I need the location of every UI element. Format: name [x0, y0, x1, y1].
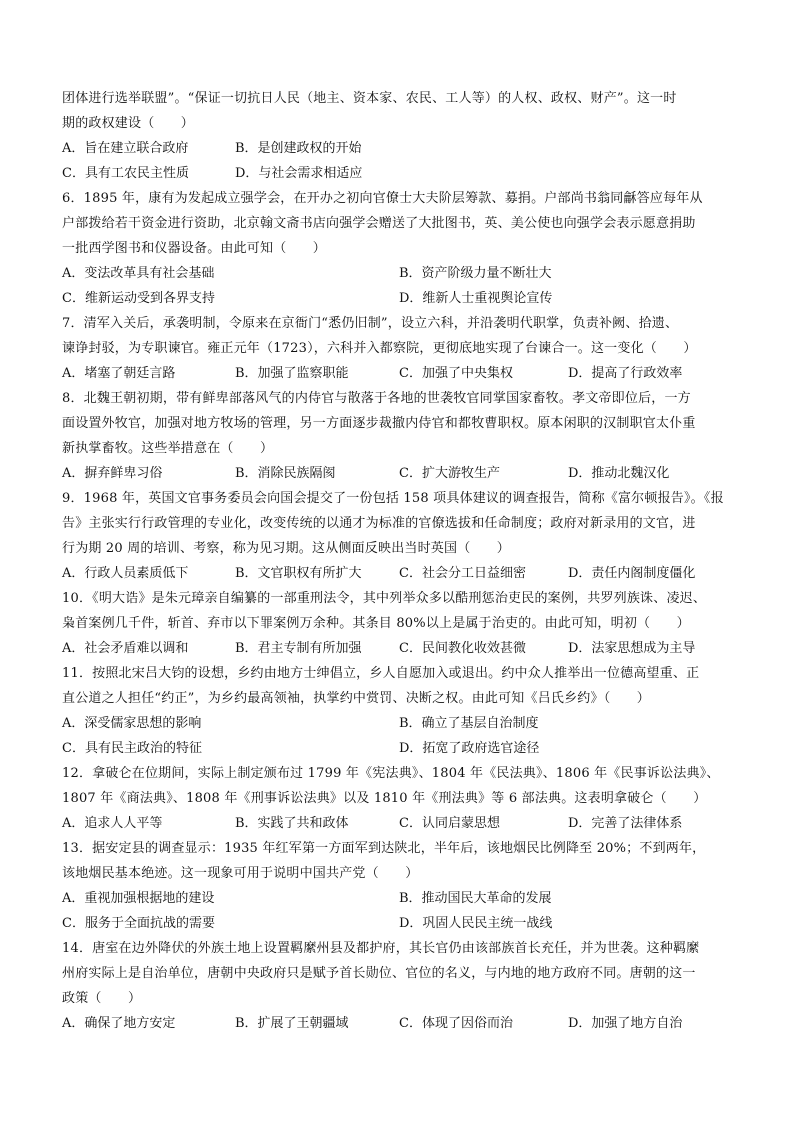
option-a[interactable]: A．追求人人平等: [62, 816, 163, 831]
option-row: [62, 636, 742, 661]
option-b[interactable]: B．是创建政权的开始: [235, 141, 362, 156]
option-b[interactable]: B．扩展了王朝疆域: [235, 1016, 349, 1031]
question-6: [62, 186, 742, 311]
option-a[interactable]: A．堵塞了朝廷言路: [62, 366, 176, 381]
option-row: [62, 711, 742, 736]
option-row: [62, 136, 742, 161]
option-b[interactable]: B．文官职权有所扩大: [235, 566, 362, 581]
option-row: [62, 361, 742, 386]
question-text-line: 期的政权建设（ ）: [62, 116, 195, 131]
question-text-line: 告》主张实行行政管理的专业化，改变传统的以通才为标准的官僚选拔和任命制度；政府对新录用的文官，进: [62, 516, 696, 531]
option-d[interactable]: D．与社会需求相适应: [235, 166, 363, 181]
question-7: [62, 311, 742, 386]
option-a[interactable]: A．确保了地方安定: [62, 1016, 176, 1031]
option-d[interactable]: D．拓宽了政府选官途径: [399, 741, 540, 756]
question-text-line: 9．1968 年，英国文官事务委员会向国会提交了一份包括 158 项具体建议的调查报告，简称《富尔顿报告》。《报: [62, 491, 724, 506]
question-text-line: 11．按照北宋吕大钧的设想，乡约由地方士绅倡立，乡人自愿加入或退出。约中众人推举出一位德高望重、正: [62, 666, 700, 681]
option-d[interactable]: D．完善了法律体系: [568, 816, 683, 831]
option-c[interactable]: C．民间教化收效甚微: [399, 641, 526, 656]
option-c[interactable]: C．维新运动受到各界支持: [62, 291, 215, 306]
option-row: [62, 911, 742, 936]
option-a[interactable]: A．深受儒家思想的影响: [62, 716, 202, 731]
option-a[interactable]: A．变法改革具有社会基础: [62, 266, 215, 281]
question-text-line: 12．拿破仑在位期间，实际上制定颁布过 1799 年《宪法典》、1804 年《民法典》、1806 年《民事诉讼法典》、: [62, 766, 720, 781]
option-row: [62, 811, 742, 836]
option-d[interactable]: D．维新人士重视舆论宣传: [399, 291, 553, 306]
question-text-line: 枭首案例几千件，斩首、弃市以下罪案例万余种。其条目 80%以上是属于治吏的。由此可知，明初（ ）: [62, 616, 690, 631]
option-d[interactable]: D．加强了地方自治: [568, 1016, 683, 1031]
option-b[interactable]: B．资产阶级力量不断壮大: [399, 266, 552, 281]
question-14: [62, 936, 742, 1036]
question-text-line: 直公道之人担任“约正”，为乡约最高领袖，执掌约中赏罚、决断之权。由此可知《吕氏乡约》（ ）: [62, 691, 650, 706]
option-b[interactable]: B．加强了监察职能: [235, 366, 349, 381]
exam-page: [62, 86, 742, 1036]
question-text-line: 6．1895 年，康有为发起成立强学会，在开办之初向官僚士大夫阶层筹款、募捐。户部尚书翁同龢答应每年从: [62, 191, 703, 206]
question-text-line: 新执掌畜牧。这些举措意在（ ）: [62, 441, 274, 456]
question-text-line: 10．《明大诰》是朱元璋亲自编纂的一部重刑法令，其中列举众多以酷刑惩治吏民的案例，共罗列族诛、凌迟、: [62, 591, 707, 606]
option-d[interactable]: D．责任内阁制度僵化: [568, 566, 696, 581]
option-row: [62, 886, 742, 911]
option-c[interactable]: C．扩大游牧生产: [399, 466, 500, 481]
option-c[interactable]: C．具有工农民主性质: [62, 166, 189, 181]
question-text-line: 1807 年《商法典》、1808 年《刑事诉讼法典》以及 1810 年《刑法典》等 6 部法典。这表明拿破仑（ ）: [62, 791, 707, 806]
option-d[interactable]: D．提高了行政效率: [568, 366, 683, 381]
question-11: [62, 661, 742, 761]
option-row: [62, 286, 742, 311]
option-d[interactable]: D．推动北魏汉化: [568, 466, 670, 481]
option-c[interactable]: C．具有民主政治的特征: [62, 741, 202, 756]
option-row: [62, 261, 742, 286]
question-12: [62, 761, 742, 836]
option-a[interactable]: A．社会矛盾难以调和: [62, 641, 189, 656]
question-text-line: 13．据安定县的调查显示：1935 年红军第一方面军到达陕北，半年后，该地烟民比例降至 20%；不到两年，: [62, 841, 706, 856]
question-text-line: 8．北魏王朝初期，带有鲜卑部落风气的内侍官与散落于各地的世袭牧官同掌国家畜牧。孝文帝即位后，一方: [62, 391, 691, 406]
option-c[interactable]: C．认同启蒙思想: [399, 816, 500, 831]
option-b[interactable]: B．推动国民大革命的发展: [399, 891, 552, 906]
question-text-line: 州府实际上是自治单位，唐朝中央政府只是赋予首长勋位、官位的名义，与内地的地方政府不同。唐朝的这一: [62, 966, 696, 981]
question-text-line: 谏诤封驳，为专职谏官。雍正元年（1723），六科并入都察院，更彻底地实现了台谏合一。这一变化（ ）: [62, 341, 697, 356]
question-text-line: 一批西学图书和仪器设备。由此可知（ ）: [62, 241, 327, 256]
option-a[interactable]: A．摒弃鲜卑习俗: [62, 466, 163, 481]
option-b[interactable]: B．确立了基层自治制度: [399, 716, 539, 731]
question-13: [62, 836, 742, 936]
question-text-line: 团体进行选举联盟”。“保证一切抗日人民（地主、资本家、农民、工人等）的人权、政权、财产”。这一时: [62, 91, 677, 106]
option-a[interactable]: A．行政人员素质低下: [62, 566, 189, 581]
option-a[interactable]: A．重视加强根据地的建设: [62, 891, 215, 906]
option-d[interactable]: D．法家思想成为主导: [568, 641, 696, 656]
question-text-line: 14．唐室在边外降伏的外族土地上设置羁縻州县及都护府，其长官仍由该部族首长充任，并为世袭。这种羁縻: [62, 941, 700, 956]
option-row: [62, 161, 742, 186]
option-row: [62, 1011, 742, 1036]
option-b[interactable]: B．实践了共和政体: [235, 816, 349, 831]
option-row: [62, 561, 742, 586]
question-text-line: 政策（ ）: [62, 991, 142, 1006]
question-5-continued: [62, 86, 742, 186]
question-text-line: 该地烟民基本绝迹。这一现象可用于说明中国共产党（ ）: [62, 866, 419, 881]
question-text-line: 行为期 20 周的培训、考察，称为见习期。这从侧面反映出当时英国（ ）: [62, 541, 511, 556]
option-b[interactable]: B．消除民族隔阂: [235, 466, 336, 481]
question-10: [62, 586, 742, 661]
option-row: [62, 736, 742, 761]
option-c[interactable]: C．体现了因俗而治: [399, 1016, 513, 1031]
option-a[interactable]: A．旨在建立联合政府: [62, 141, 189, 156]
question-text-line: 面设置外牧官，加强对地方牧场的管理，另一方面逐步裁撤内侍官和都牧曹职权。原本闲职的汉制职官太仆重: [62, 416, 696, 431]
question-9: [62, 486, 742, 586]
question-8: [62, 386, 742, 486]
option-c[interactable]: C．服务于全面抗战的需要: [62, 916, 215, 931]
question-text-line: 7．清军入关后，承袭明制，令原来在京衙门“悉仍旧制”，设立六科，并沿袭明代职掌，负责补阙、拾遗、: [62, 316, 679, 331]
option-c[interactable]: C．社会分工日益细密: [399, 566, 526, 581]
option-d[interactable]: D．巩固人民民主统一战线: [399, 916, 553, 931]
question-text-line: 户部拨给若干资金进行资助，北京翰文斋书店向强学会赠送了大批图书，英、美公使也向强学会表示愿意捐助: [62, 216, 696, 231]
option-row: [62, 461, 742, 486]
option-b[interactable]: B．君主专制有所加强: [235, 641, 362, 656]
option-c[interactable]: C．加强了中央集权: [399, 366, 513, 381]
